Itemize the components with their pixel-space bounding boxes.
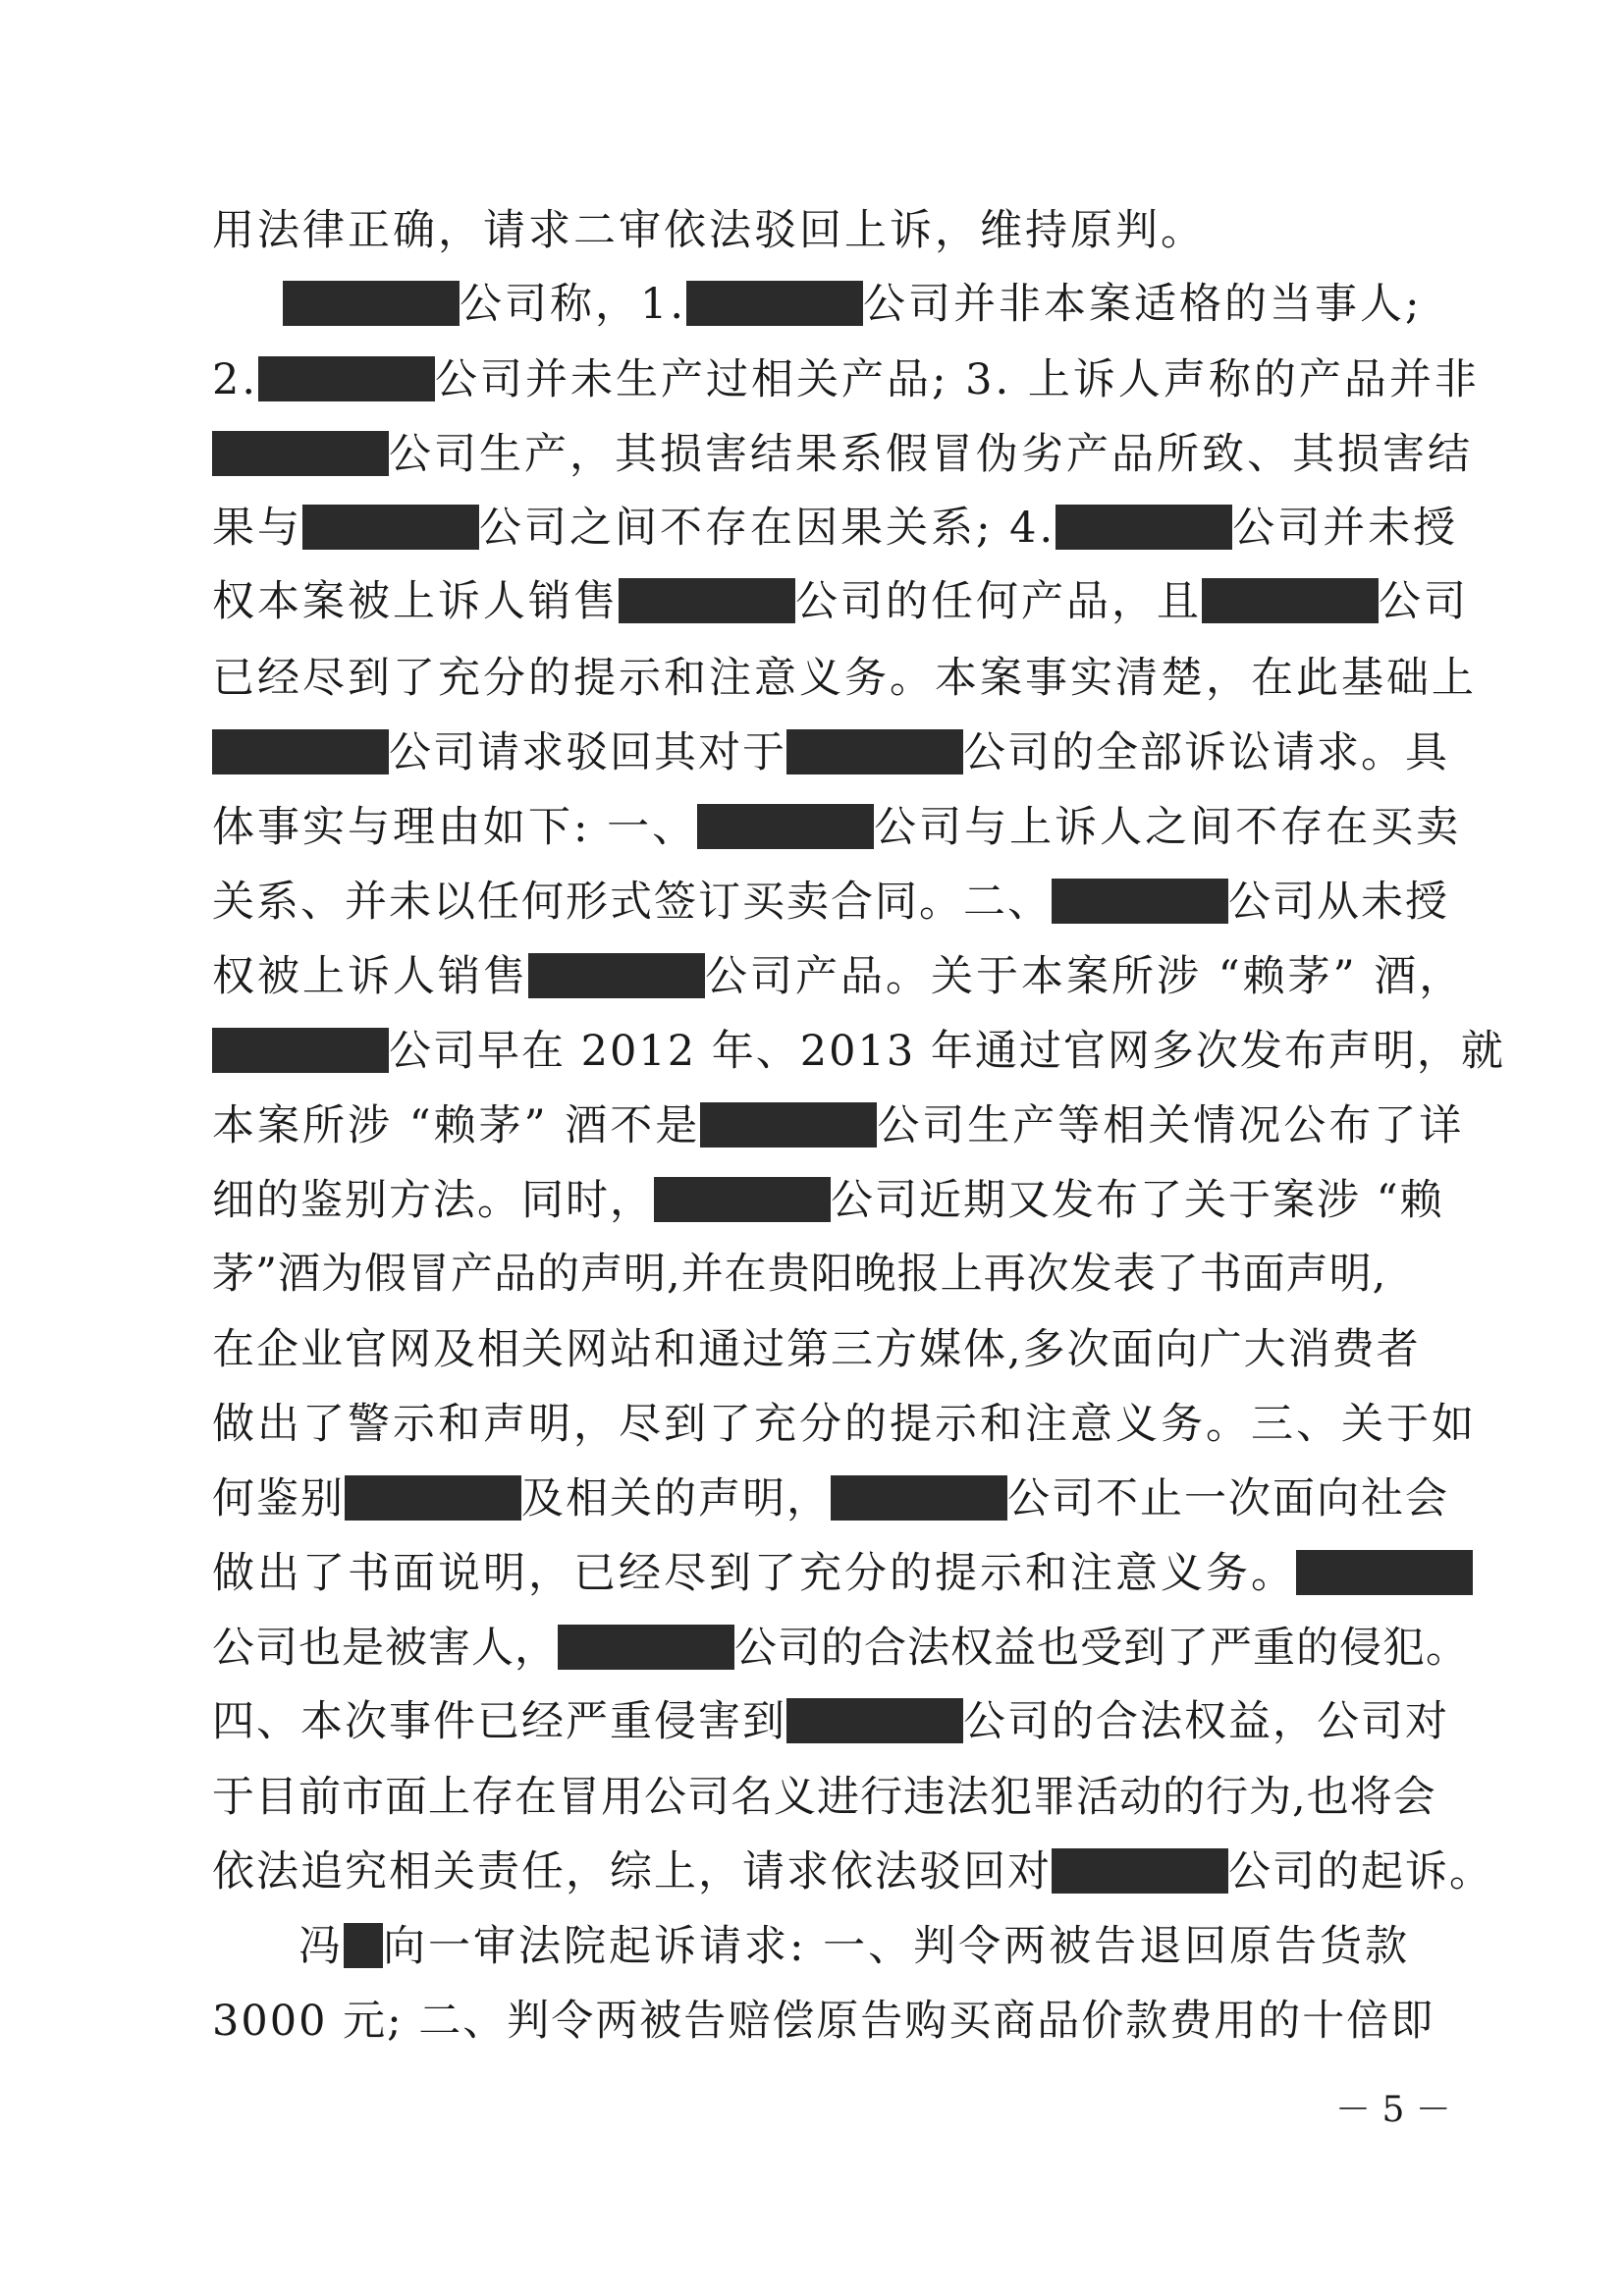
text-segment: 公司的任何产品，且 (795, 577, 1202, 626)
text-segment: 公司产品。关于本案所涉 “赖茅” 酒， (705, 952, 1465, 1001)
text-line (212, 350, 1480, 409)
text-line (212, 425, 1473, 484)
redaction-block (1296, 1550, 1473, 1595)
text-segment: 用法律正确，请求二审依法驳回上诉，维持原判。 (212, 206, 1206, 255)
text-line (212, 1469, 1449, 1528)
redaction-block (1052, 1848, 1228, 1894)
redaction-block (283, 281, 460, 326)
text-segment: 公司并未授 (1232, 504, 1459, 553)
redaction-block (558, 1625, 734, 1670)
text-line (212, 201, 1430, 260)
redaction-block (697, 804, 874, 849)
redaction-block (686, 281, 863, 326)
text-segment: 本案所涉 “赖茅” 酒不是 (212, 1101, 701, 1150)
text-line (212, 1096, 1465, 1155)
text-segment: 于目前市面上存在冒用公司名义进行违法犯罪活动的行为,也将会 (212, 1773, 1436, 1822)
text-line (212, 649, 1477, 708)
redaction-block (258, 356, 435, 401)
text-segment: 公司与上诉人之间不存在买卖 (874, 803, 1462, 852)
text-segment: 公司 (1379, 577, 1469, 626)
text-line (212, 1171, 1444, 1230)
redaction-block (344, 1923, 383, 1968)
text-line (212, 1992, 1435, 2051)
text-line (212, 1245, 1430, 1304)
redaction-block (302, 505, 479, 550)
text-line (212, 1619, 1469, 1678)
text-segment: 公司之间不存在因果关系; 4. (479, 504, 1056, 553)
text-line (212, 572, 1469, 631)
text-segment: 何鉴别 (212, 1474, 345, 1523)
text-segment: 公司近期又发布了关于案涉 “赖 (831, 1176, 1444, 1225)
text-segment: 冯 (298, 1922, 344, 1971)
text-segment: 向一审法院起诉请求: 一、判令两被告退回原告货款 (383, 1922, 1411, 1971)
text-segment: 公司从未授 (1228, 878, 1449, 927)
text-line (212, 798, 1462, 857)
text-line (212, 1842, 1493, 1901)
redaction-block (345, 1475, 521, 1521)
text-line (212, 1692, 1449, 1751)
text-line (212, 1022, 1505, 1081)
text-segment: 公司的合法权益也受到了严重的侵犯。 (734, 1624, 1469, 1673)
text-segment: 公司生产等相关情况公布了详 (877, 1101, 1465, 1150)
redaction-block (786, 729, 963, 774)
text-segment: 已经尽到了充分的提示和注意义务。本案事实清楚，在此基础上 (212, 654, 1477, 703)
text-segment: 权被上诉人销售 (212, 952, 528, 1001)
text-segment: 公司请求驳回其对于 (389, 728, 786, 777)
text-segment: 公司并非本案适格的当事人; (863, 280, 1423, 329)
text-segment: 关系、并未以任何形式签订买卖合同。二、 (212, 878, 1052, 927)
redaction-block (528, 953, 705, 998)
text-segment: 公司早在 2012 年、2013 年通过官网多次发布声明，就 (389, 1027, 1505, 1076)
text-segment: 公司的合法权益，公司对 (963, 1697, 1449, 1746)
text-segment: 做出了书面说明，已经尽到了充分的提示和注意义务。 (212, 1549, 1296, 1598)
text-line (212, 1320, 1430, 1379)
redaction-block (212, 1028, 389, 1073)
redaction-block (1202, 578, 1379, 623)
text-line (212, 1544, 1430, 1603)
page-number: － 5 － (1335, 2090, 1451, 2130)
text-segment: 做出了警示和声明，尽到了充分的提示和注意义务。三、关于如 (212, 1400, 1477, 1449)
text-segment: 公司称，1. (460, 280, 687, 329)
redaction-block (654, 1177, 831, 1222)
text-segment: 细的鉴别方法。同时， (212, 1176, 654, 1225)
text-line (212, 275, 1500, 334)
text-segment: 四、本次事件已经严重侵害到 (212, 1697, 786, 1746)
text-line (212, 1768, 1436, 1827)
text-segment: 公司也是被害人， (212, 1624, 558, 1673)
text-segment: 茅”酒为假冒产品的声明,并在贵阳晚报上再次发表了书面声明, (212, 1250, 1387, 1299)
text-line (212, 499, 1459, 558)
redaction-block (619, 578, 795, 623)
text-segment: 果与 (212, 504, 302, 553)
text-segment: 公司不止一次面向社会 (1007, 1474, 1449, 1523)
text-line (212, 873, 1449, 932)
text-segment: 体事实与理由如下: 一、 (212, 803, 698, 852)
text-segment: 在企业官网及相关网站和通过第三方媒体,多次面向广大消费者 (212, 1325, 1421, 1374)
redaction-block (1052, 879, 1228, 924)
text-segment: 及相关的声明， (521, 1474, 831, 1523)
text-segment: 2. (212, 355, 259, 404)
text-line (212, 1395, 1477, 1454)
text-line (212, 723, 1449, 782)
redaction-block (786, 1698, 963, 1743)
redaction-block (212, 729, 389, 774)
text-segment: 3000 元; 二、判令两被告赔偿原告购买商品价款费用的十倍即 (212, 1997, 1435, 2046)
text-segment: 公司并未生产过相关产品; 3. 上诉人声称的产品并非 (435, 355, 1480, 404)
redaction-block (212, 431, 389, 476)
text-segment: 公司的全部诉讼请求。具 (963, 728, 1449, 777)
text-segment: 公司生产，其损害结果系假冒伪劣产品所致、其损害结 (389, 430, 1473, 479)
redaction-block (700, 1102, 877, 1148)
text-segment: 权本案被上诉人销售 (212, 577, 619, 626)
redaction-block (831, 1475, 1007, 1521)
text-segment: 依法追究相关责任，综上，请求依法驳回对 (212, 1847, 1052, 1896)
text-line (212, 947, 1465, 1006)
redaction-block (1056, 505, 1232, 550)
text-line (212, 1917, 1516, 1976)
text-segment: 公司的起诉。 (1228, 1847, 1493, 1896)
